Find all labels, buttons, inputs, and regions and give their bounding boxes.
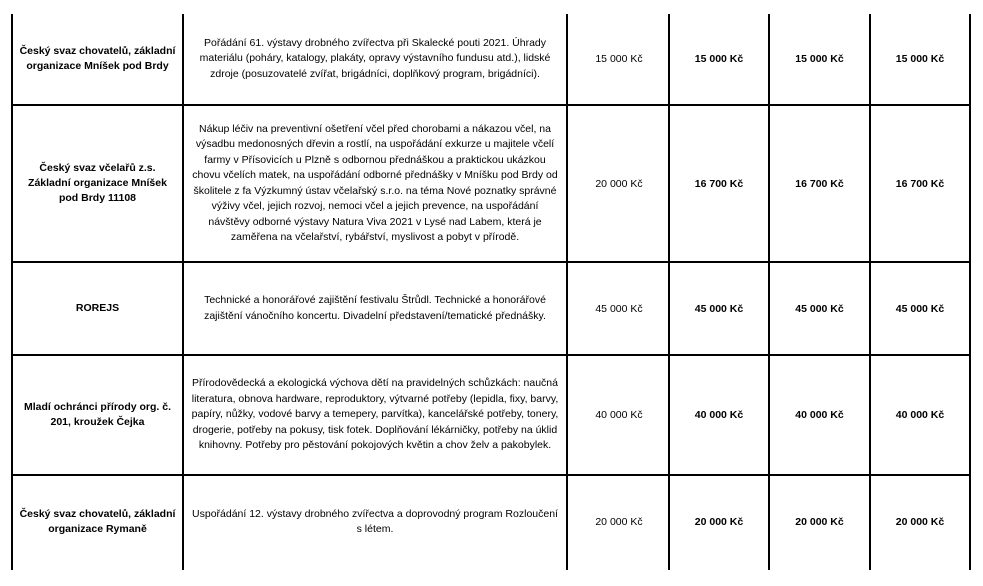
approved-amount: 16 700 Kč [795,177,844,190]
organization-name: Mladí ochránci přírody org. č. 201, kroužek Čejka [23,401,172,428]
organization-name: Český svaz chovatelů, základní organizace Mníšek pod Brdy [19,45,176,72]
approved-amount: 45 000 Kč [694,302,744,315]
organization-name: Český svaz včelařů z.s. Základní organizace Mníšek pod Brdy 11108 [28,162,167,204]
project-description: Nákup léčiv na preventivní ošetření včel před chorobami a nákazou včel, na výsadbu medonosných dřevin a rostlí, na uspořádání exkurze u majitele včelí farmy v Přísovicích u Plzně s odbornou přednáškou a praktickou ukázkou chovu včelích matek, na uspořádání odborné přednášky v Mníšku pod Brdy od školitele z fa Výzkumný ústav včelařský s.r.o. na téma Nové poznatky správné výživy včel, jejich rozvoj, nemoci včel a jejich prevence, na uspořádání návštěvy odborné výstavy Natura Viva 2021 v Lysé nad Labem, která je zaměřena na včelařství, rybářství, myslivost a pobyt v přírodě. [192,122,558,243]
approved-amount: 45 000 Kč [895,302,945,315]
requested-amount: 20 000 Kč [595,516,643,528]
approved-amount: 16 700 Kč [694,177,744,190]
organization-name: Český svaz chovatelů, základní organizace Rymaně [19,508,176,535]
approved-amount: 40 000 Kč [795,409,844,421]
project-description: Technické a honorářové zajištění festivalu Štrůdl. Technické a honorářové zajištění vánočního koncertu. Divadelní představení/tematické přednášky. [204,294,546,322]
approved-amount: 45 000 Kč [795,302,844,315]
approved-amount: 15 000 Kč [895,53,945,65]
approved-amount: 15 000 Kč [795,53,844,65]
project-description: Přírodovědecká a ekologická výchova dětí na pravidelných schůzkách: naučná literatura, obnova hardware, reproduktory, výtvarné potřeby (lepidla, fixy, barvy, papíry, nůžky, vodové barvy a temepery, parvítka), kancelářské potřeby, tonery, drogerie, potřeby na pokusy, tisk fotek. Doplňování lékárničky, potřeby na úklid knihovny. Potřeby pro pěstování pokojových květin a chov želv a pakobylek. [191,377,559,452]
requested-amount: 40 000 Kč [595,409,643,421]
requested-amount: 45 000 Kč [595,302,643,315]
project-description: Pořádání 61. výstavy drobného zvířectva při Skalecké pouti 2021. Úhrady materiálu (poháry, katalogy, plakáty, opravy výstavního fundusu atd.), lidské zdroje (posuzovatelé zvířat, brigádníci, doplňkový program, brigádníci). [199,36,551,80]
column-divider [566,14,568,570]
requested-amount: 20 000 Kč [595,177,643,190]
approved-amount: 20 000 Kč [895,516,945,528]
organization-name: ROREJS [75,302,120,314]
approved-amount: 20 000 Kč [694,516,744,528]
table-border [969,14,971,570]
approved-amount: 40 000 Kč [694,409,744,421]
approved-amount: 40 000 Kč [895,409,945,421]
requested-amount: 15 000 Kč [595,53,643,65]
approved-amount: 16 700 Kč [895,177,945,190]
approved-amount: 15 000 Kč [694,53,744,65]
project-description: Uspořádání 12. výstavy drobného zvířectva a doprovodný program Rozloučení s létem. [192,507,558,535]
approved-amount: 20 000 Kč [795,516,844,528]
